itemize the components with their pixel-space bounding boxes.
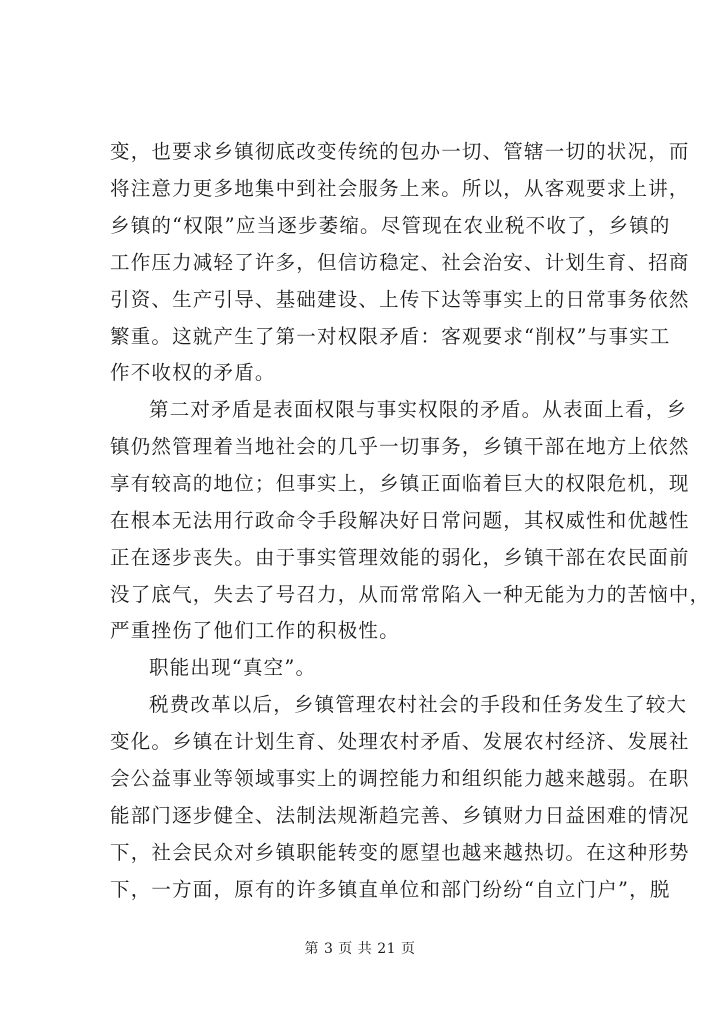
- text-line: 严重挫伤了他们工作的积极性。: [110, 619, 400, 642]
- section-heading: 职能出现“真空”。: [149, 656, 317, 679]
- text-line: 工作压力减轻了许多，但信访稳定、社会治安、计划生育、招商: [110, 251, 690, 274]
- paragraph-start-line: 第二对矛盾是表面权限与事实权限的矛盾。从表面上看，乡: [149, 398, 688, 421]
- text-line: 繁重。这就产生了第一对权限矛盾：客观要求“削权”与事实工: [110, 325, 671, 348]
- text-line: 变，也要求乡镇彻底改变传统的包办一切、管辖一切的状况，而: [110, 140, 690, 163]
- page-number-footer: 第 3 页 共 21 页: [304, 941, 416, 957]
- text-line: 下，一方面，原有的许多镇直单位和部门纷纷“自立门户”，脱: [110, 878, 671, 901]
- text-line: 变化。乡镇在计划生育、处理农村矛盾、发展农村经济、发展社: [110, 730, 690, 753]
- text-line: 享有较高的地位；但事实上，乡镇正面临着巨大的权限危机，现: [110, 472, 690, 495]
- paragraph-start-line: 税费改革以后，乡镇管理农村社会的手段和任务发生了较大: [149, 693, 688, 716]
- text-line: 镇仍然管理着当地社会的几乎一切事务，乡镇干部在地方上依然: [110, 435, 690, 458]
- text-line: 作不收权的矛盾。: [110, 361, 276, 384]
- text-line: 没了底气，失去了号召力，从而常常陷入一种无能为力的苦恼中，: [110, 583, 711, 606]
- text-line: 将注意力更多地集中到社会服务上来。所以，从客观要求上讲，: [110, 177, 690, 200]
- text-line: 会公益事业等领域事实上的调控能力和组织能力越来越弱。在职: [110, 767, 690, 790]
- text-line: 下，社会民众对乡镇职能转变的愿望也越来越热切。在这种形势: [110, 841, 690, 864]
- text-line: 乡镇的“权限”应当逐步萎缩。尽管现在农业税不收了，乡镇的: [110, 214, 671, 237]
- text-line: 引资、生产引导、基础建设、上传下达等事实上的日常事务依然: [110, 288, 690, 311]
- text-line: 在根本无法用行政命令手段解决好日常问题，其权威性和优越性: [110, 509, 690, 532]
- text-line: 能部门逐步健全、法制法规渐趋完善、乡镇财力日益困难的情况: [110, 804, 690, 827]
- text-line: 正在逐步丧失。由于事实管理效能的弱化，乡镇干部在农民面前: [110, 546, 690, 569]
